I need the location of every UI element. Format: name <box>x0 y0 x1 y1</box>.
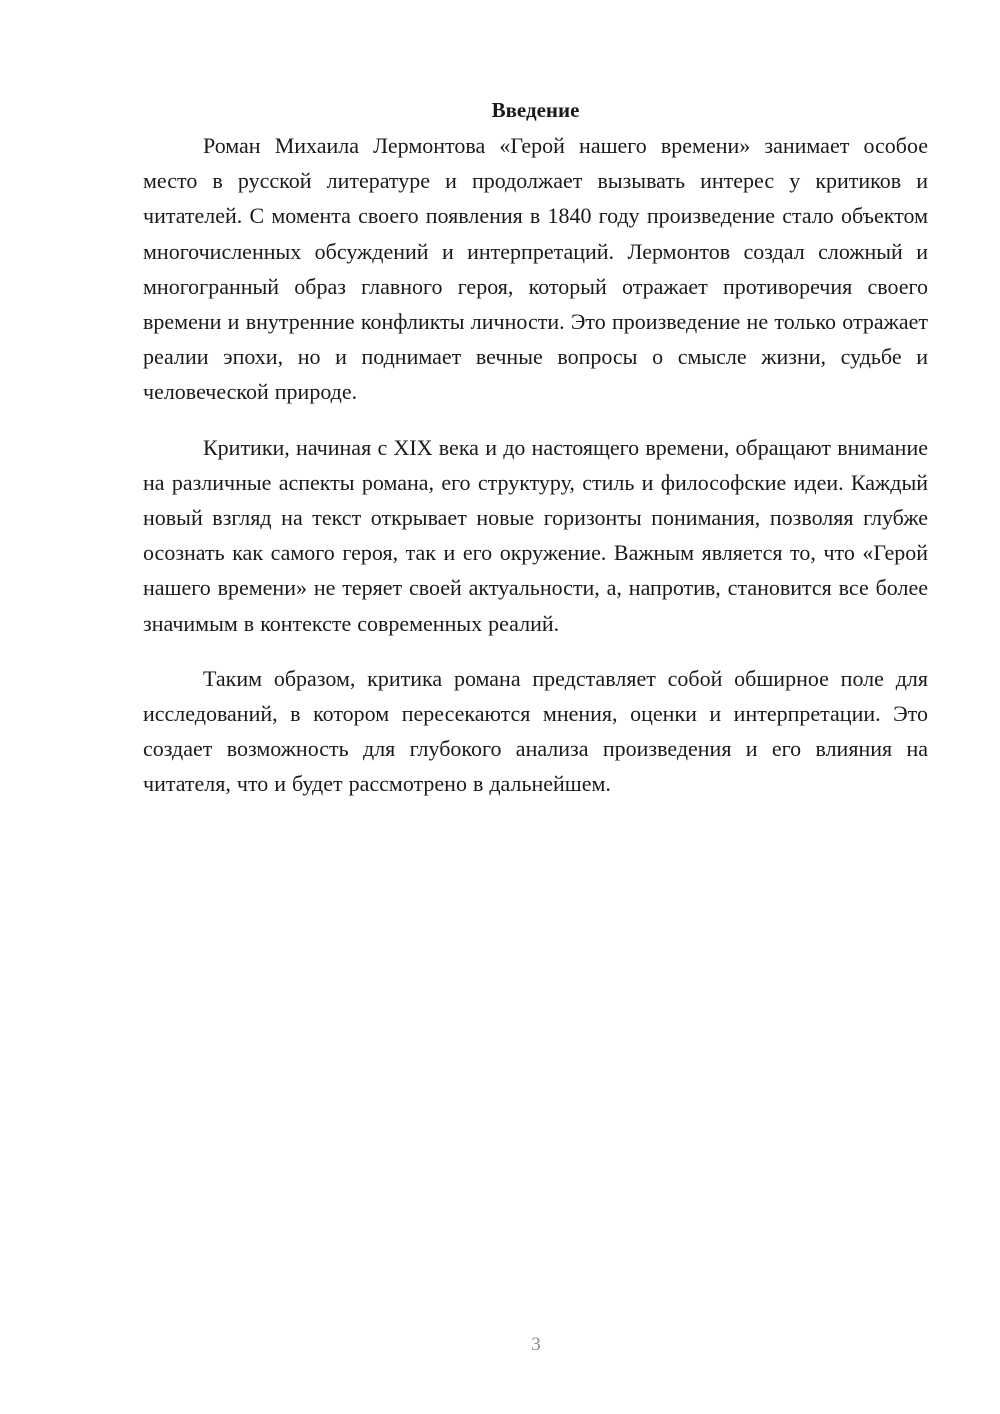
document-page <box>143 93 928 802</box>
page-number: 3 <box>531 1334 541 1355</box>
paragraph-3: Таким образом, критика романа представляет собой обширное поле для исследований, в котором пересекаются мнения, оценки и интерпретации. Это создает возможность для глубокого анализа произведения и его влияния на читателя, что и будет рассмотрено в дальнейшем. <box>143 665 928 797</box>
section-heading: Введение <box>491 98 580 122</box>
paragraph-1: Роман Михаила Лермонтова «Герой нашего времени» занимает особое место в русской литературе и продолжает вызывать интерес у критиков и читателей. С момента своего появления в 1840 году произведение стало объектом многочисленных обсуждений и интерпретаций. Лермонтов создал сложный и многогранный образ главного героя, который отражает противоречия своего времени и внутренние конфликты личности. Это произведение не только отражает реалии эпохи, но и поднимает вечные вопросы о смысле жизни, судьбе и человеческой природе. <box>143 133 928 405</box>
paragraph-2: Критики, начиная с XIX века и до настоящего времени, обращают внимание на различные аспекты романа, его структуру, стиль и философские идеи. Каждый новый взгляд на текст открывает новые горизонты понимания, позволяя глубже осознать как самого героя, так и его окружение. Важным является то, что «Герой нашего времени» не теряет своей актуальности, а, напротив, становится все более значимым в контексте современных реалий. <box>143 434 928 636</box>
